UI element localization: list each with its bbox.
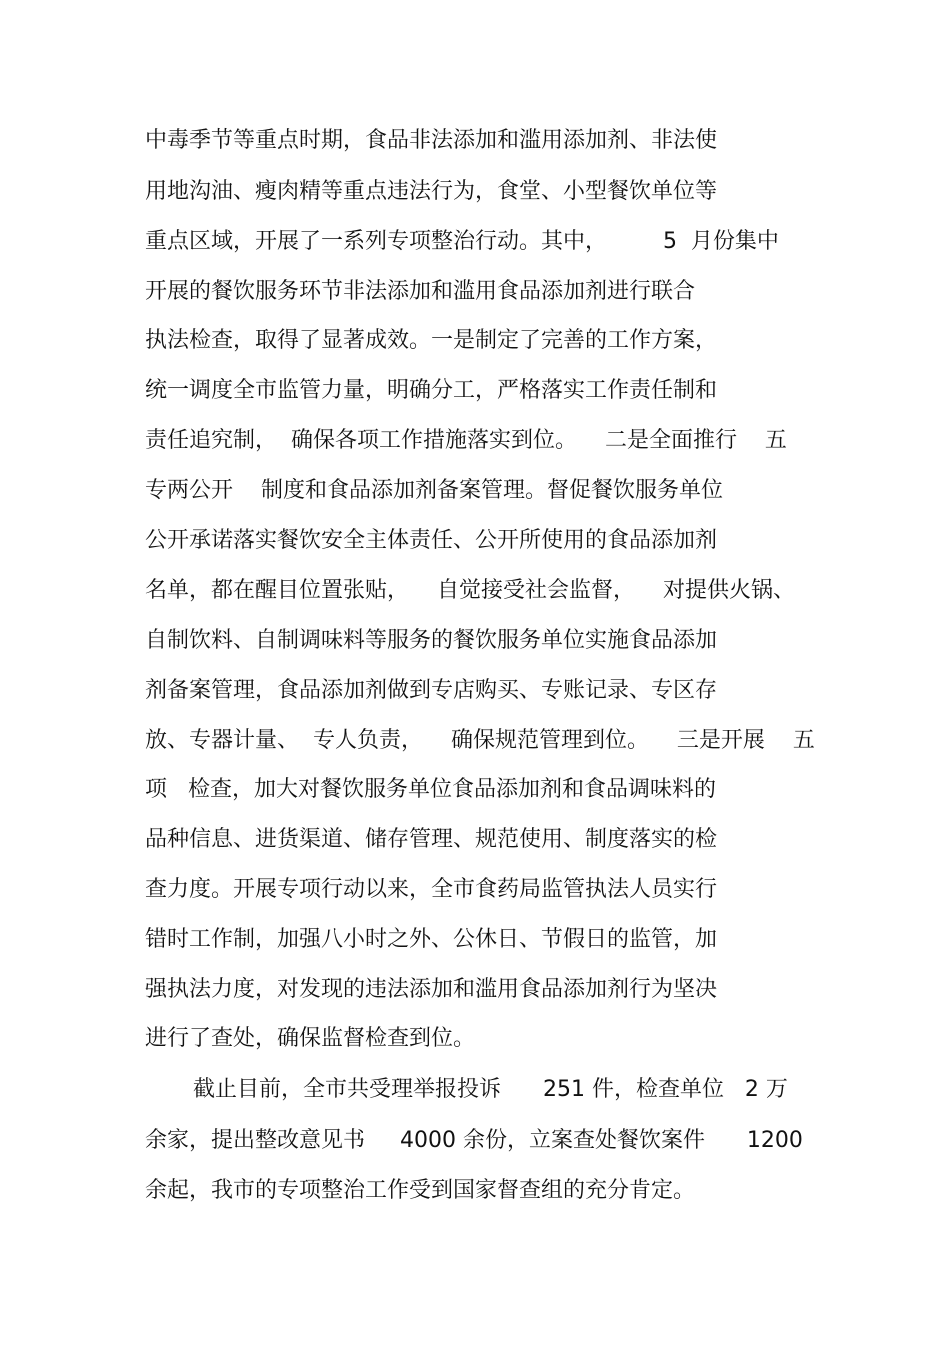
text-line-5: 执法检查，取得了显著成效。一是制定了完善的工作方案， — [145, 328, 718, 353]
text-line-18: 强执法力度，对发现的违法添加和滥用食品添加剂行为坚决 — [145, 977, 718, 1002]
text-line-16: 查力度。开展专项行动以来，全市食药局监管执法人员实行 — [145, 877, 718, 902]
paragraph2-line-2: 余家，提出整改意见书 4000 余份，立案查处餐饮案件 1200 — [145, 1128, 803, 1153]
text-line-1: 中毒季节等重点时期，食品非法添加和滥用添加剂、非法使 — [145, 128, 718, 153]
paragraph2-line-1: 截止目前，全市共受理举报投诉 251 件，检查单位 2 万 — [193, 1077, 788, 1102]
text-line-7: 责任追究制， 确保各项工作措施落实到位。 二是全面推行 五 — [145, 428, 787, 453]
text-line-11: 自制饮料、自制调味料等服务的餐饮服务单位实施食品添加 — [145, 628, 718, 653]
text-line-12: 剂备案管理，食品添加剂做到专店购买、专账记录、专区存 — [145, 678, 718, 703]
text-line-14: 项 检查，加大对餐饮服务单位食品添加剂和食品调味料的 — [145, 777, 716, 802]
text-line-3: 重点区域，开展了一系列专项整治行动。其中， 5 月份集中 — [145, 229, 779, 254]
text-line-2: 用地沟油、瘦肉精等重点违法行为，食堂、小型餐饮单位等 — [145, 179, 718, 204]
text-line-8: 专两公开 制度和食品添加剂备案管理。督促餐饮服务单位 — [145, 478, 723, 503]
text-line-10: 名单，都在醒目位置张贴， 自觉接受社会监督， 对提供火锅、 — [145, 578, 795, 603]
text-line-9: 公开承诺落实餐饮安全主体责任、公开所使用的食品添加剂 — [145, 528, 718, 553]
text-line-13: 放、专器计量、 专人负责， 确保规范管理到位。 三是开展 五 — [145, 728, 815, 753]
text-line-19: 进行了查处，确保监督检查到位。 — [145, 1026, 476, 1051]
text-line-4: 开展的餐饮服务环节非法添加和滥用食品添加剂进行联合 — [145, 279, 696, 304]
text-line-6: 统一调度全市监管力量，明确分工，严格落实工作责任制和 — [145, 378, 718, 403]
paragraph2-line-3: 余起，我市的专项整治工作受到国家督查组的充分肯定。 — [145, 1178, 696, 1203]
text-line-15: 品种信息、进货渠道、储存管理、规范使用、制度落实的检 — [145, 827, 718, 852]
text-line-17: 错时工作制，加强八小时之外、公休日、节假日的监管，加 — [145, 927, 718, 952]
